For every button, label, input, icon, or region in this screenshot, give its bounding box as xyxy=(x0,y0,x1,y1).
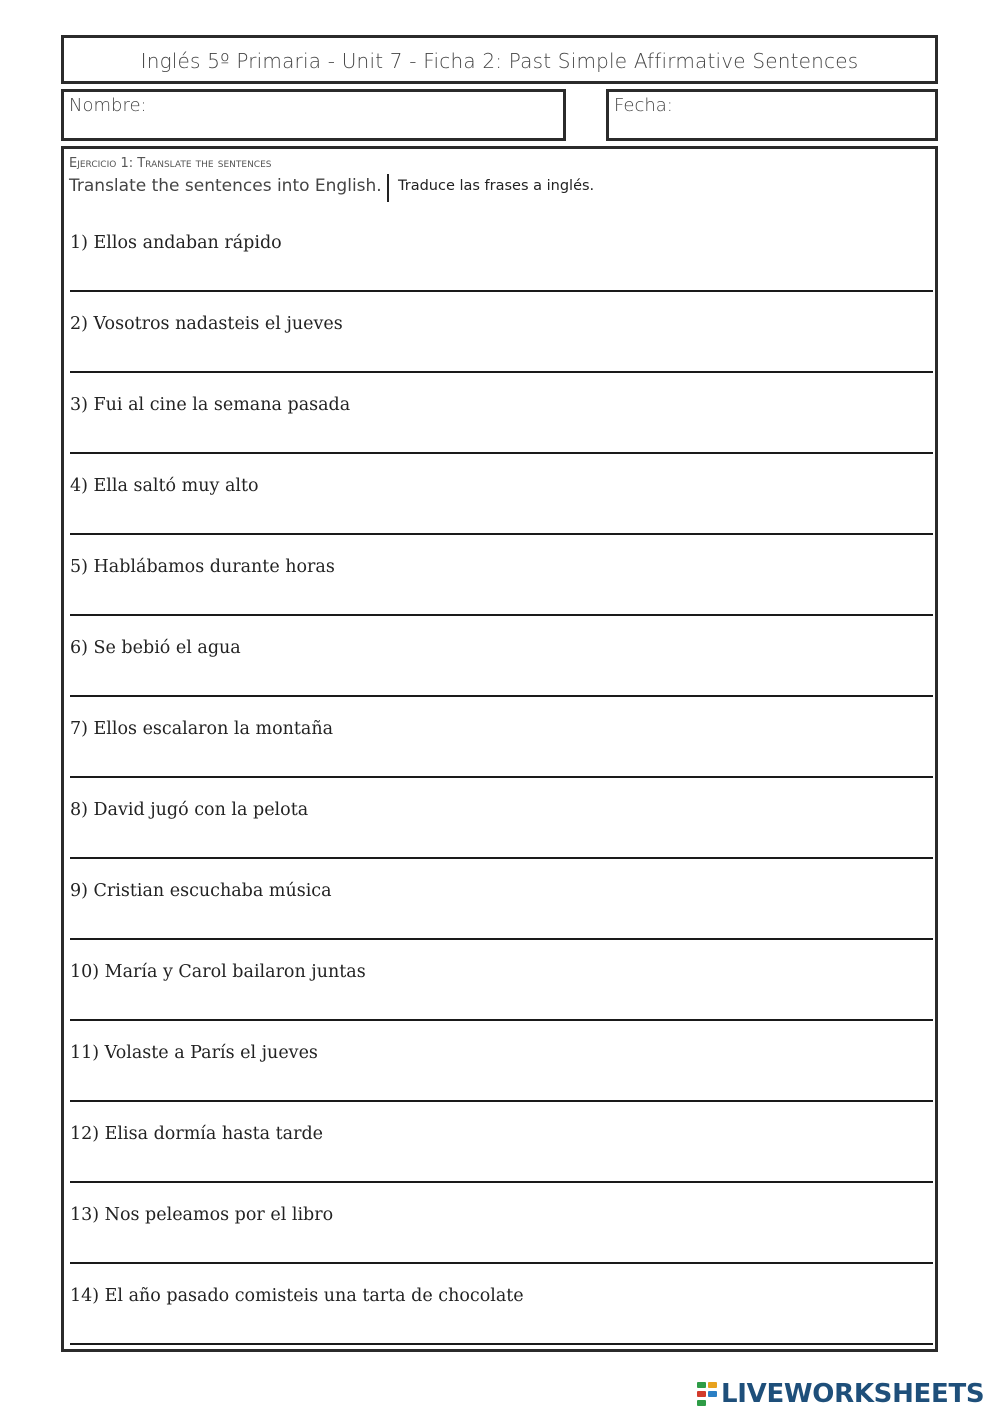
exercise-item-13: 13) Nos peleamos por el libro xyxy=(70,1205,334,1225)
answer-line-14[interactable] xyxy=(70,1343,933,1345)
answer-line-10[interactable] xyxy=(70,1019,933,1021)
exercise-item-1: 1) Ellos andaban rápido xyxy=(70,233,282,253)
answer-line-3[interactable] xyxy=(70,452,933,454)
exercise-item-4: 4) Ella saltó muy alto xyxy=(70,476,259,496)
worksheet-title-box xyxy=(61,35,938,84)
date-field[interactable] xyxy=(606,89,938,141)
exercise-item-7: 7) Ellos escalaron la montaña xyxy=(70,719,334,739)
exercise-item-3: 3) Fui al cine la semana pasada xyxy=(70,395,351,415)
liveworksheets-logo-icon xyxy=(697,1382,719,1406)
exercise-item-12: 12) Elisa dormía hasta tarde xyxy=(70,1124,323,1144)
answer-line-11[interactable] xyxy=(70,1100,933,1102)
answer-line-7[interactable] xyxy=(70,776,933,778)
answer-line-13[interactable] xyxy=(70,1262,933,1264)
instruction-spanish: Traduce las frases a inglés. xyxy=(398,178,595,194)
name-field[interactable] xyxy=(61,89,566,141)
exercise-box xyxy=(61,146,938,1352)
worksheet-title: Inglés 5º Primaria - Unit 7 - Ficha 2: Past Simple Affirmative Sentences xyxy=(140,49,859,73)
liveworksheets-logo xyxy=(697,1378,984,1410)
answer-line-8[interactable] xyxy=(70,857,933,859)
answer-line-1[interactable] xyxy=(70,290,933,292)
exercise-title: Ejercicio 1: Translate the sentences xyxy=(69,156,272,171)
answer-line-12[interactable] xyxy=(70,1181,933,1183)
name-label: Nombre: xyxy=(69,95,147,116)
answer-line-9[interactable] xyxy=(70,938,933,940)
liveworksheets-brand: LIVEWORKSHEETS xyxy=(721,1379,985,1409)
answer-line-2[interactable] xyxy=(70,371,933,373)
exercise-item-11: 11) Volaste a París el jueves xyxy=(70,1043,318,1063)
answer-line-4[interactable] xyxy=(70,533,933,535)
date-label: Fecha: xyxy=(614,95,673,116)
answer-line-5[interactable] xyxy=(70,614,933,616)
exercise-item-5: 5) Hablábamos durante horas xyxy=(70,557,335,577)
instruction-english: Translate the sentences into English. xyxy=(69,174,389,202)
exercise-item-9: 9) Cristian escuchaba música xyxy=(70,881,332,901)
exercise-item-14: 14) El año pasado comisteis una tarta de chocolate xyxy=(70,1286,524,1306)
answer-line-6[interactable] xyxy=(70,695,933,697)
exercise-item-2: 2) Vosotros nadasteis el jueves xyxy=(70,314,343,334)
exercise-item-6: 6) Se bebió el agua xyxy=(70,638,241,658)
exercise-item-10: 10) María y Carol bailaron juntas xyxy=(70,962,366,982)
exercise-item-8: 8) David jugó con la pelota xyxy=(70,800,309,820)
